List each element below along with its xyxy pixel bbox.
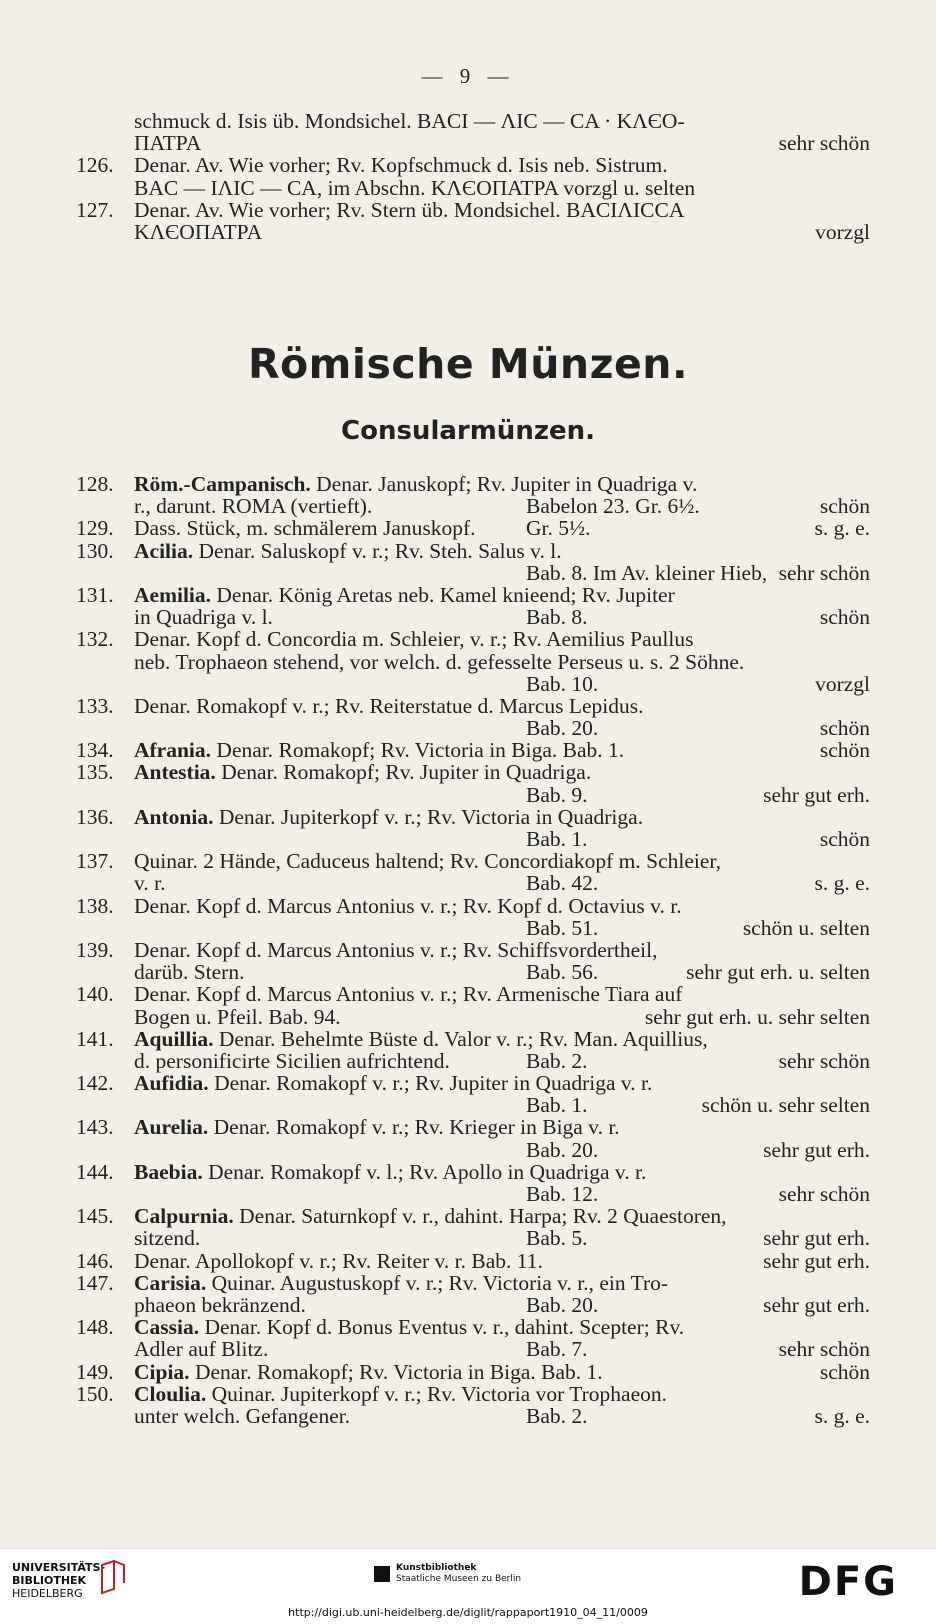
entry-description: Denar. Romakopf v. l.; Rv. Apollo in Quadriga v. r. — [202, 1159, 647, 1184]
entry-text — [134, 1161, 646, 1183]
section-heading: Römische Münzen. — [247, 340, 689, 388]
entry-condition: sehr gut erh. — [763, 1248, 870, 1273]
entry-text — [134, 540, 562, 562]
entry-description: Denar. Januskopf; Rv. Jupiter in Quadriga v. — [310, 472, 698, 496]
entry-condition: s. g. e. — [814, 516, 870, 541]
section-subheading: Consularmünzen. — [341, 416, 595, 446]
entries-line — [76, 1006, 870, 1028]
entry-description: Denar. Romakopf; Rv. Victoria in Biga. Bab. 1. — [211, 738, 625, 763]
entry-condition: s. g. e. — [814, 871, 870, 896]
entries-line — [76, 1272, 870, 1294]
entry-condition: s. g. e. — [814, 1403, 870, 1428]
entry-condition: sehr gut erh. u. sehr selten — [644, 1004, 870, 1029]
family-name: Antonia. — [134, 804, 214, 829]
entry-text — [134, 1405, 350, 1427]
entry-text — [134, 806, 643, 828]
page-number: — 9 — — [421, 64, 515, 88]
family-name: Acilia. — [134, 538, 194, 563]
family-name: Cipia. — [134, 1359, 190, 1384]
entries-line — [76, 1161, 870, 1183]
entry-text — [134, 1227, 200, 1249]
entries-line — [76, 540, 870, 562]
entry-description: ΠATPA — [134, 131, 202, 156]
entry-condition: sehr schön — [778, 131, 870, 156]
entries-line — [76, 784, 870, 806]
entries-line — [76, 1028, 870, 1050]
entries-line — [76, 1250, 870, 1272]
entry-reference: Bab. 51. — [526, 915, 599, 940]
entry-number: 131. — [76, 582, 114, 607]
coin-entries-list — [76, 473, 870, 1427]
entries-line — [76, 1294, 870, 1316]
entries-line — [76, 828, 870, 850]
university-library-mark-icon — [98, 1559, 128, 1595]
entry-condition: schön — [819, 605, 870, 630]
entry-description: v. r. — [134, 871, 166, 896]
continued-entries — [76, 110, 870, 243]
entry-number: 129. — [76, 516, 114, 541]
entry-description: Denar. Kopf d. Bonus Eventus v. r., dahint. Scepter; Rv. — [199, 1315, 685, 1340]
entry-text — [134, 110, 685, 132]
entry-condition: sehr gut erh. u. selten — [686, 960, 870, 985]
entry-text — [134, 983, 682, 1005]
entry-text — [134, 850, 721, 872]
top_lines-line — [76, 110, 870, 132]
entry-number: 137. — [76, 849, 114, 874]
entry-condition: sehr schön — [778, 1337, 870, 1362]
entry-reference: Babelon 23. Gr. 6½. — [526, 494, 700, 519]
entry-reference: Bab. 2. — [526, 1403, 588, 1428]
entry-text — [134, 739, 624, 761]
kunstbibliothek-logo[interactable] — [396, 1563, 521, 1585]
family-name: Aurelia. — [134, 1115, 209, 1140]
entry-number: 140. — [76, 982, 114, 1007]
uni-logo-line2: BIBLIOTHEK — [12, 1574, 87, 1587]
top_lines-line — [76, 199, 870, 221]
entry-text — [134, 1294, 306, 1316]
entry-description: darüb. Stern. — [134, 960, 245, 985]
entries-line — [76, 739, 870, 761]
entries-line — [76, 895, 870, 917]
entry-text — [134, 1272, 668, 1294]
top_lines-line — [76, 177, 870, 199]
entry-text — [134, 584, 675, 606]
entry-description: Denar. Kopf d. Marcus Antonius v. r.; Rv. Kopf d. Octavius v. r. — [134, 893, 682, 918]
entry-number: 132. — [76, 627, 114, 652]
entry-number: 134. — [76, 738, 114, 763]
family-name: Cassia. — [134, 1315, 200, 1340]
entry-text — [134, 495, 372, 517]
entry-number: 130. — [76, 538, 114, 563]
entry-description: in Quadriga v. l. — [134, 605, 273, 630]
kb-logo-line1: Kunstbibliothek — [396, 1563, 477, 1573]
entries-line — [76, 517, 870, 539]
entry-text — [134, 517, 476, 539]
entries-line — [76, 917, 870, 939]
footer-bar — [0, 1548, 936, 1624]
entry-description: KΛЄOΠATPA — [134, 219, 263, 244]
entry-text — [134, 1072, 652, 1094]
entries-line — [76, 584, 870, 606]
top_lines-line — [76, 154, 870, 176]
entry-text — [134, 473, 697, 495]
entry-condition: schön — [819, 738, 870, 763]
entry-text — [134, 1250, 543, 1272]
entry-number: 138. — [76, 893, 114, 918]
entry-number: 133. — [76, 693, 114, 718]
entry-description: unter welch. Gefangener. — [134, 1403, 351, 1428]
entry-condition: sehr schön — [778, 1182, 870, 1206]
entries-line — [76, 761, 870, 783]
entry-condition: sehr gut erh. — [763, 1226, 870, 1251]
entry-text — [134, 1316, 684, 1338]
entries-line — [76, 1361, 870, 1383]
entry-description: Denar. Kopf d. Marcus Antonius v. r.; Rv. Armenische Tiara auf — [134, 982, 683, 1007]
entry-number: 128. — [76, 472, 114, 496]
entry-text — [134, 961, 244, 983]
entry-text — [134, 1116, 620, 1138]
entry-condition: vorzgl — [815, 671, 870, 696]
entry-reference: Bab. 10. — [526, 671, 599, 696]
entry-number: 135. — [76, 760, 114, 785]
entry-number: 136. — [76, 804, 114, 829]
entries-line — [76, 562, 870, 584]
top_lines-line — [76, 221, 870, 243]
entry-description: d. personificirte Sicilien aufrichtend. — [134, 1048, 450, 1073]
entry-text — [134, 695, 644, 717]
entry-number: 150. — [76, 1381, 114, 1406]
family-name: Afrania. — [134, 738, 212, 763]
entry-text — [134, 221, 262, 243]
entry-text — [134, 1338, 268, 1360]
entry-number: 145. — [76, 1204, 114, 1229]
entry-number: 127. — [76, 197, 114, 222]
entry-description: Quinar. Augustuskopf v. r.; Rv. Victoria v. r., ein Tro- — [206, 1270, 669, 1295]
entry-text — [134, 651, 744, 673]
entries-line — [76, 872, 870, 894]
entry-description: BAC — IΛIC — CA, im Abschn. KΛЄOΠATPA vorzgl u. selten — [134, 175, 696, 200]
entry-condition: vorzgl — [815, 219, 870, 244]
entry-description: r., darunt. ROMA (vertieft). — [134, 494, 373, 519]
family-name: Baebia. — [134, 1159, 203, 1184]
university-library-logo[interactable] — [12, 1561, 105, 1600]
entry-description: Denar. Romakopf; Rv. Jupiter in Quadriga. — [215, 760, 592, 785]
entries-line — [76, 961, 870, 983]
kunstbibliothek-mark-icon — [374, 1566, 390, 1582]
family-name: Cloulia. — [134, 1381, 207, 1406]
entry-condition: schön u. selten — [742, 915, 870, 940]
entry-reference: Bab. 2. — [526, 1048, 588, 1073]
entry-description: Denar. Romakopf v. r.; Rv. Reiterstatue d. Marcus Lepidus. — [134, 693, 644, 718]
family-name: Röm.-Campanisch. — [134, 472, 311, 496]
entry-text — [134, 132, 201, 154]
entries-line — [76, 1205, 870, 1227]
entry-condition: sehr gut erh. — [763, 1137, 870, 1162]
entries-line — [76, 850, 870, 872]
entry-text — [134, 606, 273, 628]
entry-description: Denar. Romakopf; Rv. Victoria in Biga. Bab. 1. — [189, 1359, 603, 1384]
top_lines-line — [76, 132, 870, 154]
entry-reference: Bab. 8. Im Av. kleiner Hieb, — [526, 560, 768, 585]
entry-reference: Bab. 1. — [526, 1093, 588, 1118]
entries-line — [76, 1227, 870, 1249]
permalink-url[interactable]: http://digi.ub.uni-heidelberg.de/diglit/rappaport1910_04_11/0009 — [288, 1606, 648, 1619]
entry-condition: sehr gut erh. — [763, 782, 870, 807]
entry-reference: Bab. 12. — [526, 1182, 599, 1206]
entry-reference: Bab. 9. — [526, 782, 588, 807]
entry-description: Denar. Romakopf v. r.; Rv. Krieger in Biga v. r. — [208, 1115, 620, 1140]
entry-condition: schön — [819, 1359, 870, 1384]
entry-reference: Bab. 42. — [526, 871, 599, 896]
entry-description: Denar. Saturnkopf v. r., dahint. Harpa; Rv. 2 Quaestoren, — [233, 1204, 727, 1229]
entries-line — [76, 1183, 870, 1205]
entry-reference: Bab. 8. — [526, 605, 588, 630]
entry-condition: schön — [819, 716, 870, 741]
uni-logo-line3: HEIDELBERG — [12, 1587, 83, 1600]
entry-reference: Bab. 7. — [526, 1337, 588, 1362]
entry-number: 148. — [76, 1315, 114, 1340]
entries-line — [76, 651, 870, 673]
entry-text — [134, 1006, 341, 1028]
entry-reference: Bab. 20. — [526, 1137, 599, 1162]
family-name: Calpurnia. — [134, 1204, 234, 1229]
entry-reference: Bab. 56. — [526, 960, 599, 985]
entry-description: Dass. Stück, m. schmälerem Januskopf. — [134, 516, 476, 541]
entry-description: Quinar. Jupiterkopf v. r.; Rv. Victoria vor Trophaeon. — [206, 1381, 667, 1406]
entry-description: sitzend. — [134, 1226, 201, 1251]
entries-line — [76, 1050, 870, 1072]
entry-reference: Bab. 5. — [526, 1226, 588, 1251]
entry-number: 141. — [76, 1026, 114, 1051]
family-name: Aufidia. — [134, 1071, 209, 1096]
entry-number: 147. — [76, 1270, 114, 1295]
dfg-logo[interactable]: DFG — [798, 1559, 898, 1605]
entry-description: Denar. Av. Wie vorher; Rv. Stern üb. Mondsichel. BACIΛICCA — [134, 197, 685, 222]
entry-text — [134, 177, 695, 199]
entries-line — [76, 717, 870, 739]
entries-line — [76, 939, 870, 961]
family-name: Aquillia. — [134, 1026, 214, 1051]
entry-description: Denar. Behelmte Büste d. Valor v. r.; Rv. Man. Aquillius, — [213, 1026, 708, 1051]
entry-text — [134, 761, 591, 783]
entries-line — [76, 1338, 870, 1360]
entries-line — [76, 1383, 870, 1405]
entry-number: 149. — [76, 1359, 114, 1384]
entry-description: schmuck d. Isis üb. Mondsichel. BACI — ΛIC — CA · KΛЄO- — [134, 109, 685, 133]
entries-line — [76, 695, 870, 717]
entry-number: 143. — [76, 1115, 114, 1140]
entry-description: Denar. Av. Wie vorher; Rv. Kopfschmuck d. Isis neb. Sistrum. — [134, 153, 668, 178]
entries-line — [76, 806, 870, 828]
family-name: Antestia. — [134, 760, 216, 785]
entry-text — [134, 1205, 727, 1227]
entry-description: Bogen u. Pfeil. Bab. 94. — [134, 1004, 341, 1029]
entries-line — [76, 1072, 870, 1094]
entry-description: Denar. Jupiterkopf v. r.; Rv. Victoria in Quadriga. — [213, 804, 644, 829]
entry-text — [134, 895, 682, 917]
entry-text — [134, 872, 165, 894]
entry-number: 146. — [76, 1248, 114, 1273]
entry-description: Denar. Kopf d. Concordia m. Schleier, v. r.; Rv. Aemilius Paullus — [134, 627, 694, 652]
entry-number: 144. — [76, 1159, 114, 1184]
entry-description: Denar. König Aretas neb. Kamel knieend; Rv. Jupiter — [211, 582, 675, 607]
uni-logo-line1: UNIVERSITÄTS- — [12, 1561, 106, 1574]
entry-description: neb. Trophaeon stehend, vor welch. d. gefesselte Perseus u. s. 2 Söhne. — [134, 649, 745, 674]
entry-description: Denar. Saluskopf v. r.; Rv. Steh. Salus v. l. — [193, 538, 562, 563]
entry-number: 139. — [76, 937, 114, 962]
entry-description: Denar. Kopf d. Marcus Antonius v. r.; Rv. Schiffsvordertheil, — [134, 937, 658, 962]
entry-condition: schön — [819, 494, 870, 519]
entry-reference: Gr. 5½. — [526, 516, 591, 541]
entries-line — [76, 628, 870, 650]
entry-condition: schön — [819, 827, 870, 851]
family-name: Aemilia. — [134, 582, 212, 607]
entry-description: Quinar. 2 Hände, Caduceus haltend; Rv. Concordiakopf m. Schleier, — [134, 849, 722, 874]
entry-condition: sehr gut erh. — [763, 1292, 870, 1317]
entry-condition: sehr schön — [778, 1048, 870, 1073]
entries-line — [76, 1316, 870, 1338]
entry-description: Denar. Apollokopf v. r.; Rv. Reiter v. r. Bab. 11. — [134, 1248, 543, 1273]
entries-line — [76, 606, 870, 628]
entry-text — [134, 1361, 603, 1383]
family-name: Carisia. — [134, 1270, 207, 1295]
entries-line — [76, 1139, 870, 1161]
entry-reference: Bab. 20. — [526, 1292, 599, 1317]
entry-text — [134, 939, 658, 961]
entries-line — [76, 1116, 870, 1138]
entries-line — [76, 1405, 870, 1427]
entry-text — [134, 1028, 708, 1050]
entries-line — [76, 1094, 870, 1116]
entry-reference: Bab. 1. — [526, 827, 588, 851]
entry-text — [134, 1050, 450, 1072]
entries-line — [76, 473, 870, 495]
entry-condition: schön u. sehr selten — [701, 1093, 870, 1118]
entry-description: phaeon bekränzend. — [134, 1292, 306, 1317]
entry-text — [134, 199, 684, 221]
entry-number: 142. — [76, 1071, 114, 1096]
entry-text — [134, 1383, 667, 1405]
entry-text — [134, 154, 668, 176]
entry-description: Adler auf Blitz. — [134, 1337, 269, 1362]
entry-reference: Bab. 20. — [526, 716, 599, 741]
entry-condition: sehr schön — [778, 560, 870, 585]
entry-text — [134, 628, 693, 650]
entries-line — [76, 673, 870, 695]
entry-description: Denar. Romakopf v. r.; Rv. Jupiter in Quadriga v. r. — [208, 1071, 653, 1096]
kb-logo-line2: Staatliche Museen zu Berlin — [396, 1574, 522, 1584]
entries-line — [76, 495, 870, 517]
entry-number: 126. — [76, 153, 114, 178]
entries-line — [76, 983, 870, 1005]
